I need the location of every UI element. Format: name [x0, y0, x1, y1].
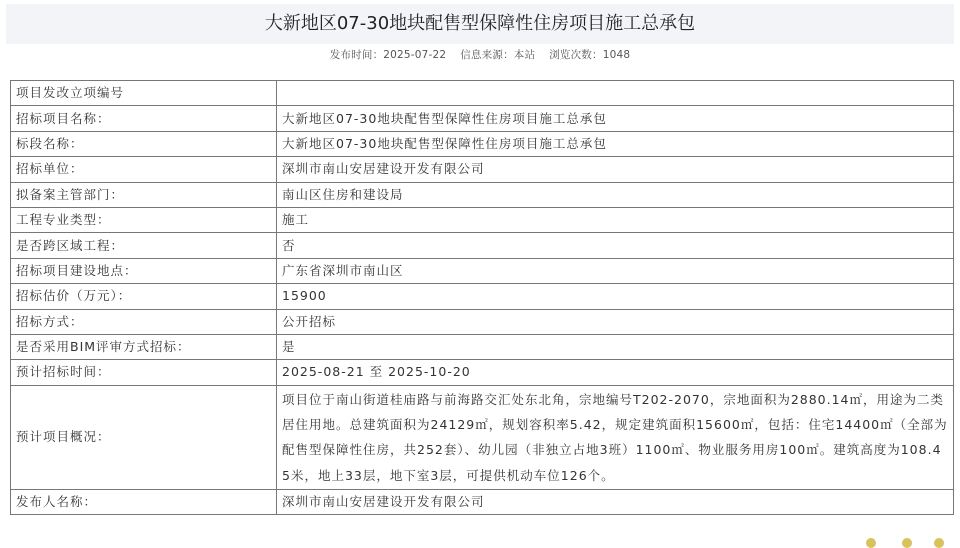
- table-row: [11, 233, 954, 258]
- row-label: 招标估价（万元）：: [11, 284, 277, 309]
- row-label: 预计项目概况：: [11, 385, 277, 489]
- row-value: 2025-08-21 至 2025-10-20: [277, 360, 954, 385]
- page-title: [6, 4, 954, 44]
- row-label: 是否采用BIM评审方式招标：: [11, 334, 277, 359]
- table-row: [11, 309, 954, 334]
- row-value: 南山区住房和建设局: [277, 182, 954, 207]
- table-row: [11, 81, 954, 106]
- table-row: [11, 258, 954, 283]
- article-meta: [0, 44, 960, 66]
- row-label: 拟备案主管部门：: [11, 182, 277, 207]
- table-row: [11, 360, 954, 385]
- row-value: 施工: [277, 207, 954, 232]
- info-source: 信息来源：本站: [460, 49, 536, 61]
- table-row: [11, 489, 954, 514]
- row-label: 标段名称：: [11, 131, 277, 156]
- row-label: 招标单位：: [11, 157, 277, 182]
- project-info-table: [10, 80, 954, 515]
- share-icon[interactable]: [866, 538, 876, 548]
- table-row: [11, 385, 954, 489]
- row-label: 项目发改立项编号: [11, 81, 277, 106]
- table-row: [11, 284, 954, 309]
- row-label: 招标项目建设地点：: [11, 258, 277, 283]
- row-value: [277, 81, 954, 106]
- row-value: 深圳市南山安居建设开发有限公司: [277, 489, 954, 514]
- page-title-text: 大新地区07-30地块配售型保障性住房项目施工总承包: [264, 13, 696, 34]
- row-value: 大新地区07-30地块配售型保障性住房项目施工总承包: [277, 106, 954, 131]
- view-count: 浏览次数：1048: [549, 49, 631, 61]
- table-row: [11, 182, 954, 207]
- table-row: [11, 131, 954, 156]
- row-label: 发布人名称：: [11, 489, 277, 514]
- publish-date: 发布时间：2025-07-22: [329, 49, 447, 61]
- row-label: 是否跨区域工程：: [11, 233, 277, 258]
- table-row: [11, 157, 954, 182]
- row-value: 是: [277, 334, 954, 359]
- row-value: 深圳市南山安居建设开发有限公司: [277, 157, 954, 182]
- share-icon[interactable]: [934, 538, 944, 548]
- share-icon[interactable]: [902, 538, 912, 548]
- row-value: 公开招标: [277, 309, 954, 334]
- row-label: 工程专业类型：: [11, 207, 277, 232]
- row-value: 广东省深圳市南山区: [277, 258, 954, 283]
- row-value: 15900: [277, 284, 954, 309]
- table-row: [11, 207, 954, 232]
- row-value: 大新地区07-30地块配售型保障性住房项目施工总承包: [277, 131, 954, 156]
- row-label: 招标方式：: [11, 309, 277, 334]
- table-row: [11, 334, 954, 359]
- row-label: 预计招标时间：: [11, 360, 277, 385]
- row-value: 否: [277, 233, 954, 258]
- row-label: 招标项目名称：: [11, 106, 277, 131]
- table-row: [11, 106, 954, 131]
- project-overview-text: 项目位于南山街道桂庙路与前海路交汇处东北角，宗地编号T202-2070，宗地面积为2880.14㎡，用途为二类居住用地。总建筑面积为24129㎡，规划容积率5.42，规定建筑面积15600㎡，包括：住宅14400㎡（全部为配售型保障性住房，共252套）、幼儿园（非独立占地3班）1100㎡、物业服务用房100㎡。建筑高度为108.45米，地上33层，地下室3层，可提供机动车位126个。: [277, 385, 954, 489]
